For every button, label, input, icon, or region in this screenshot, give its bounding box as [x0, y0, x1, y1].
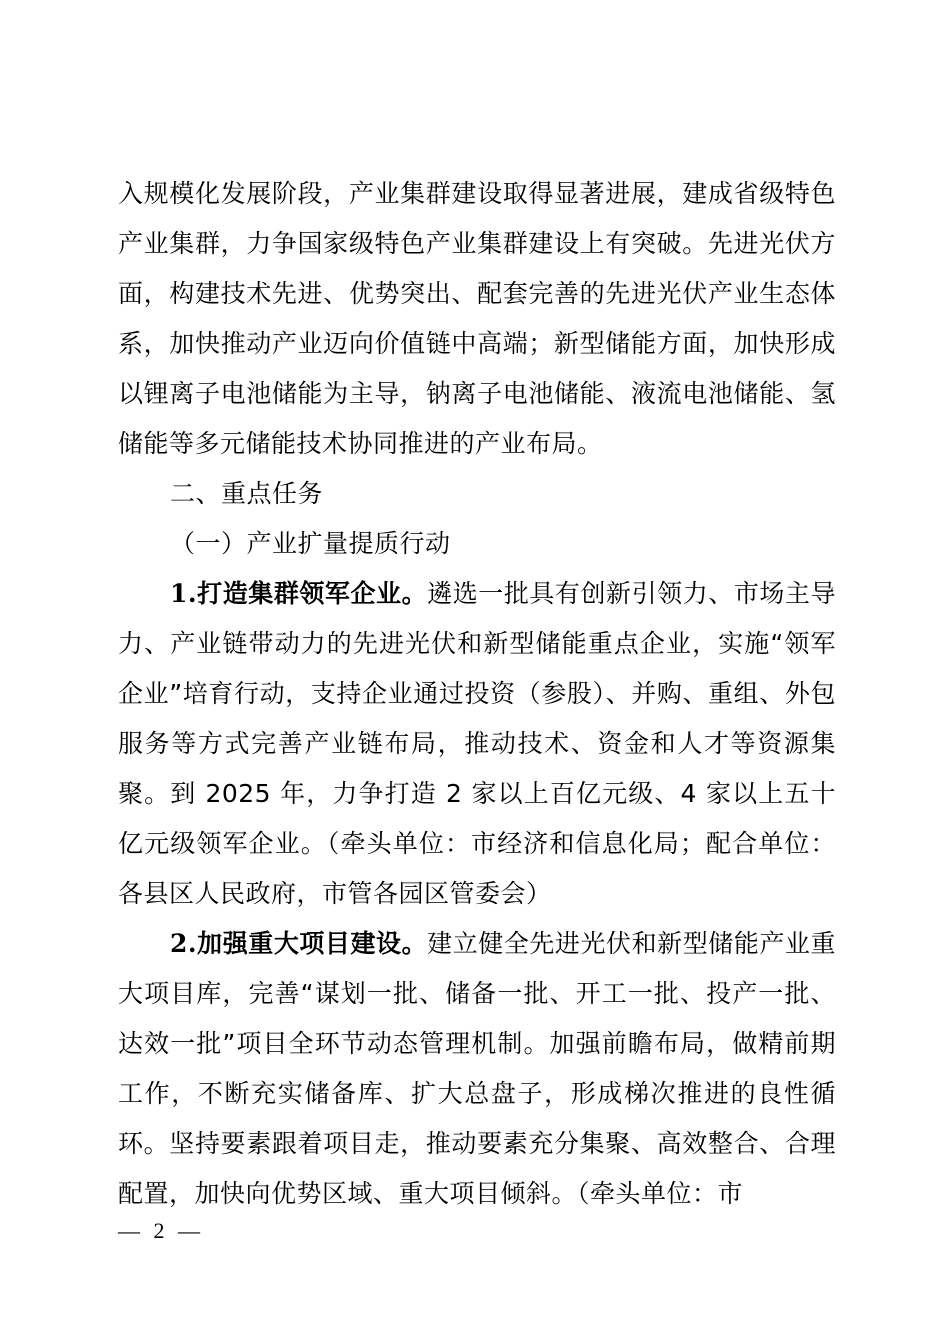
task-item-1-body: 遴选一批具有创新引领力、市场主导力、产业链带动力的先进光伏和新型储能重点企业，实施“领军企业”培育行动，支持企业通过投资（参股）、并购、重组、外包服务等方式完善产业链布局，推动技术、资金和人才等资源集聚。到 2025 年，力争打造 2 家以上百亿元级、4 家以上五十亿元级领军企业。（牵头单位：市经济和信息化局；配合单位：各县区人民政府，市管各园区管委会） [118, 579, 836, 908]
task-item-1 [118, 569, 836, 919]
paragraph-continuation: 入规模化发展阶段，产业集群建设取得显著进展，建成省级特色产业集群，力争国家级特色产业集群建设上有突破。先进光伏方面，构建技术先进、优势突出、配套完善的先进光伏产业生态体系，加快推动产业迈向价值链中高端；新型储能方面，加快形成以锂离子电池储能为主导，钠离子电池储能、液流电池储能、氢储能等多元储能技术协同推进的产业布局。 [118, 179, 836, 458]
task-item-2 [118, 919, 836, 1219]
subsection-heading: （一）产业扩量提质行动 [170, 529, 451, 558]
page-number: — 2 — [118, 1218, 204, 1243]
task-item-2-title: 2.加强重大项目建设。 [170, 929, 428, 958]
body-text [118, 169, 836, 1219]
section-heading: 二、重点任务 [170, 479, 324, 508]
task-item-2-body: 建立健全先进光伏和新型储能产业重大项目库，完善“谋划一批、储备一批、开工一批、投产一批、达效一批”项目全环节动态管理机制。加强前瞻布局，做精前期工作，不断充实储备库、扩大总盘子，形成梯次推进的良性循环。坚持要素跟着项目走，推动要素充分集聚、高效整合、合理配置，加快向优势区域、重大项目倾斜。（牵头单位：市 [118, 929, 836, 1208]
task-item-1-title: 1.打造集群领军企业。 [170, 579, 428, 608]
